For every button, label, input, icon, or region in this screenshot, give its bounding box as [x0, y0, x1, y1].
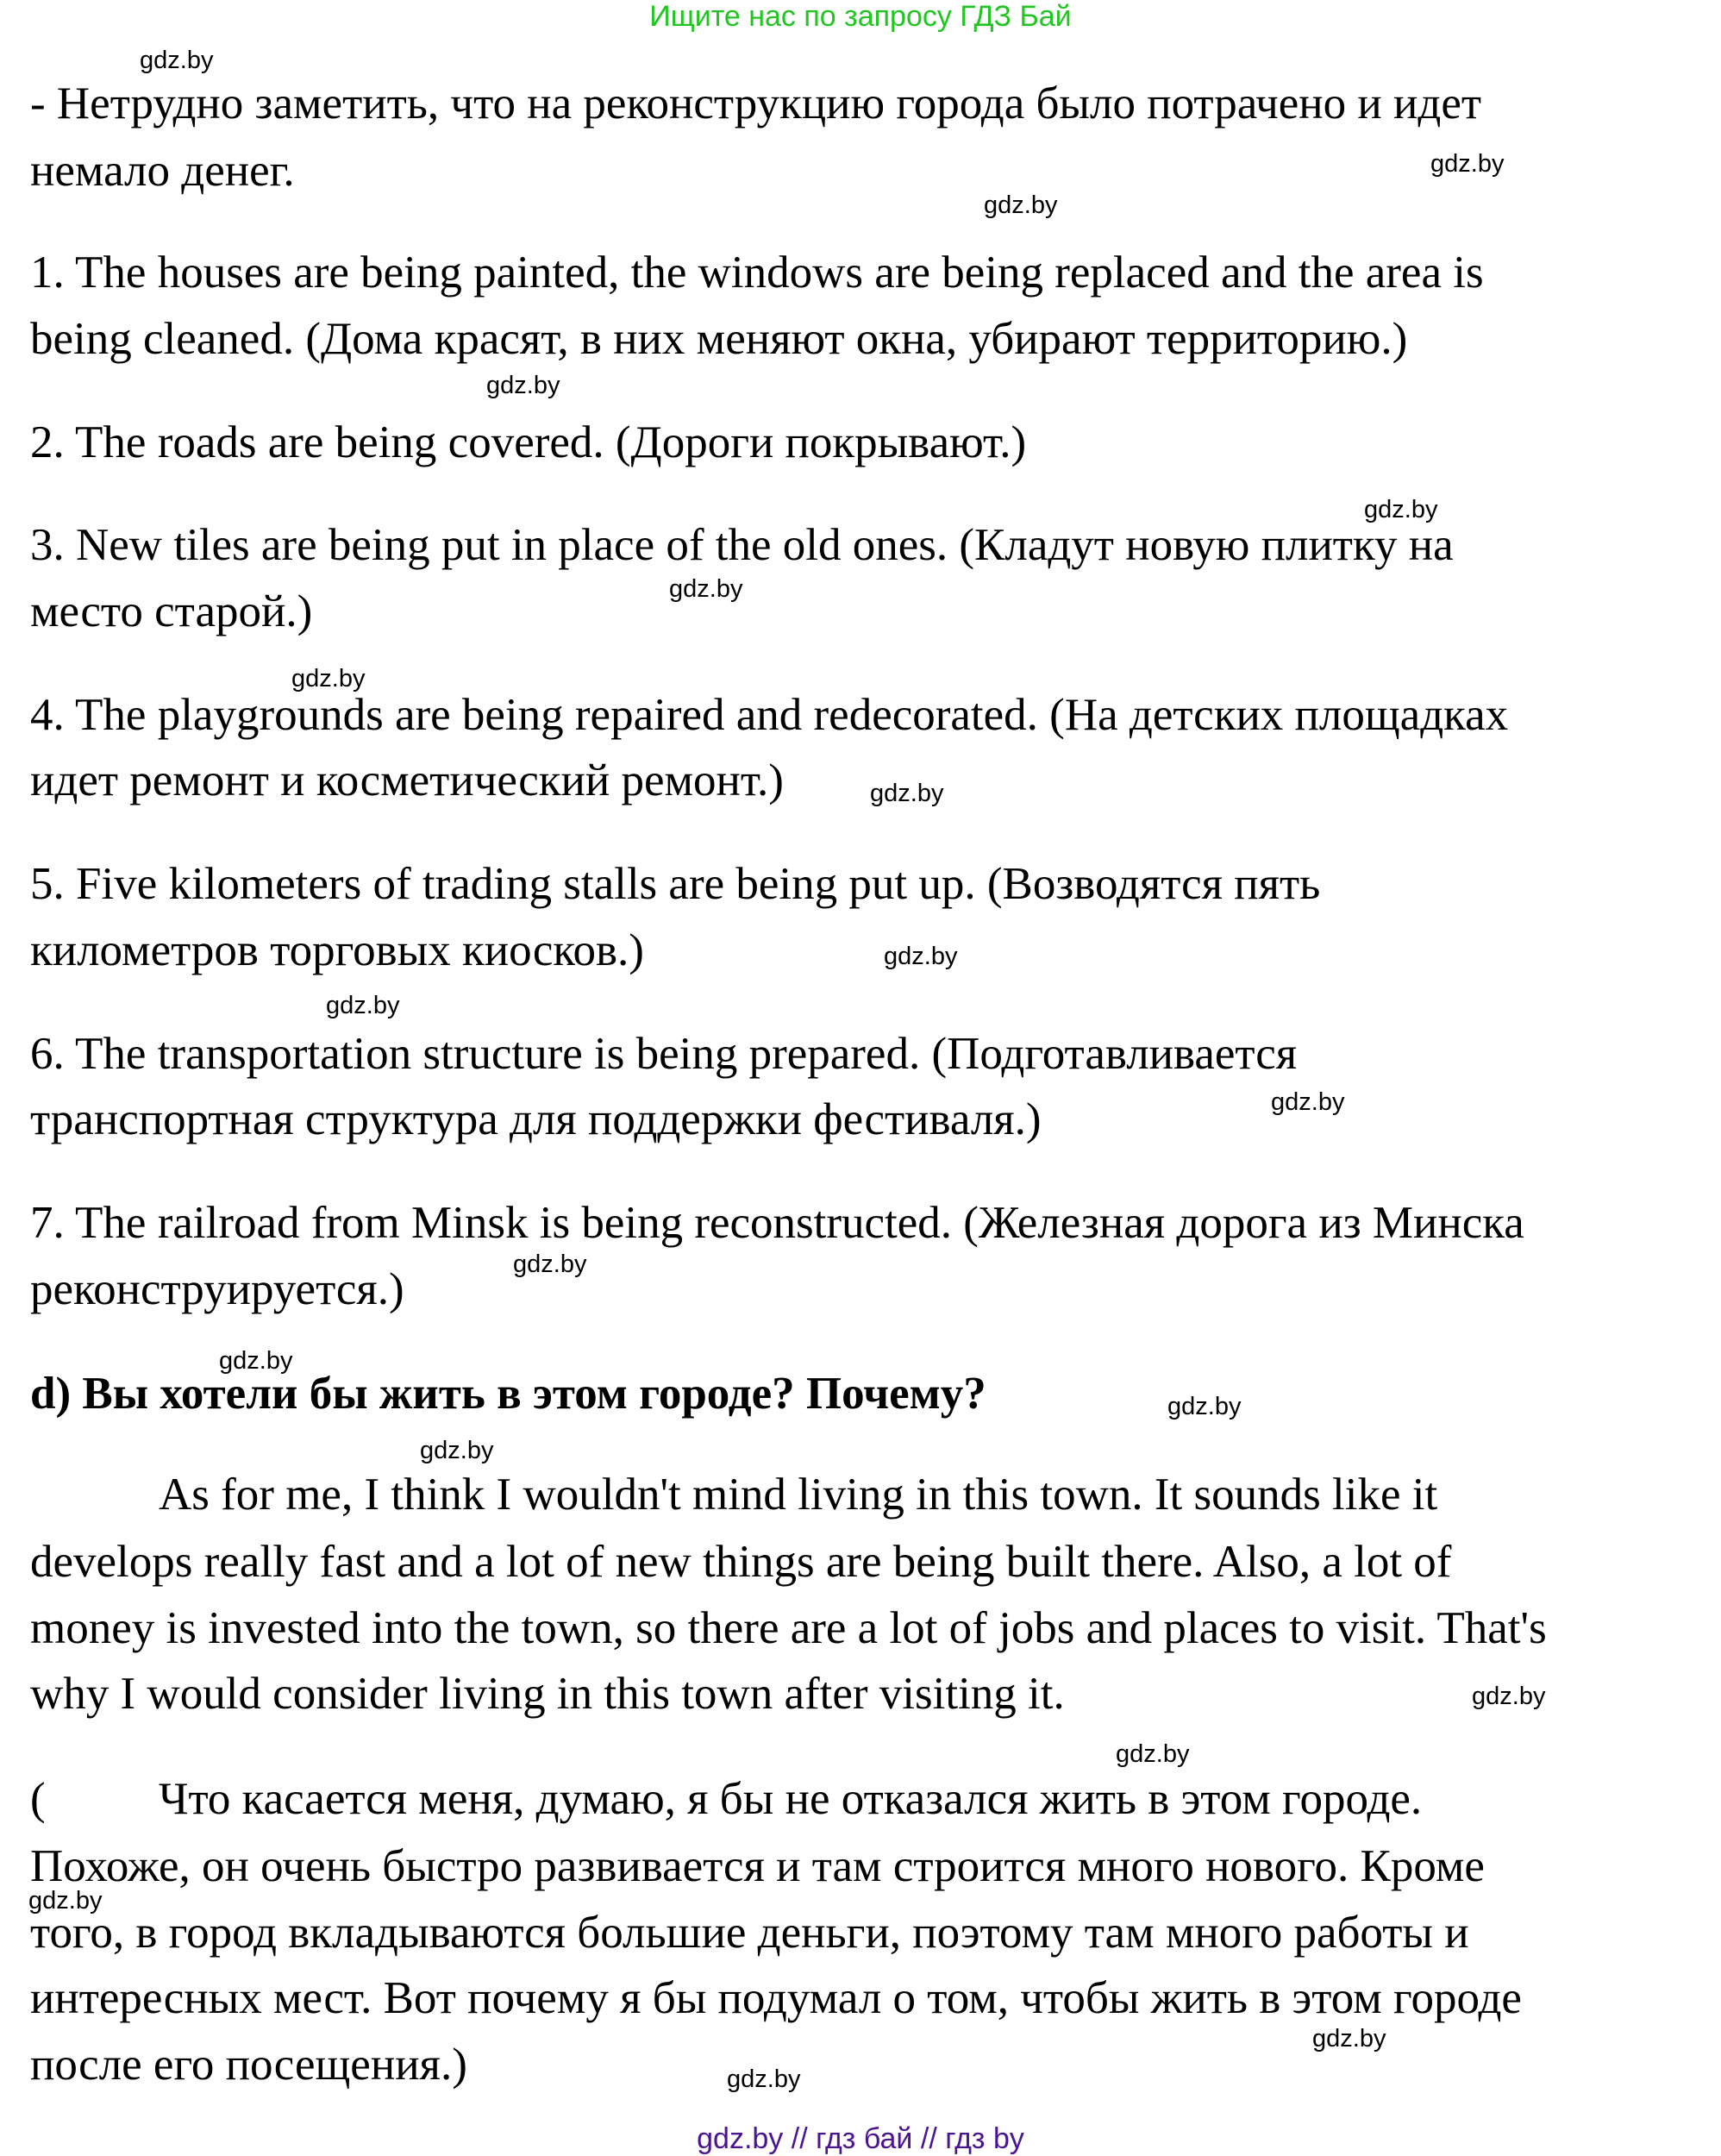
watermark: gdz.by [291, 665, 366, 693]
answer-ru-line: того, в город вкладываются большие деньги, поэтому там много работы и [30, 1908, 1469, 1958]
watermark: gdz.by [420, 1437, 494, 1464]
watermark: gdz.by [884, 943, 958, 970]
watermark: gdz.by [1271, 1088, 1345, 1116]
list-item-6-cont: транспортная структура для поддержки фестиваля.) [30, 1094, 1042, 1144]
list-item-3-cont: место старой.) [30, 586, 313, 636]
watermark: gdz.by [1167, 1393, 1242, 1420]
list-item-5-cont: километров торговых киосков.) [30, 925, 644, 975]
answer-ru-line: интересных мест. Вот почему я бы подумал о том, чтобы жить в этом городе [30, 1973, 1522, 2023]
watermark: gdz.by [669, 575, 743, 603]
list-item-6: 6. The transportation structure is being prepared. (Подготавливается [30, 1029, 1298, 1079]
watermark: gdz.by [1430, 150, 1505, 178]
watermark: gdz.by [140, 47, 214, 74]
answer-en-line: money is invested into the town, so there are a lot of jobs and places to visit. That's [30, 1603, 1547, 1653]
list-item-7-cont: реконструируется.) [30, 1264, 404, 1314]
intro-line: - Нетрудно заметить, что на реконструкцию города было потрачено и идет [30, 78, 1482, 128]
watermark: gdz.by [984, 191, 1058, 219]
watermark: gdz.by [1472, 1683, 1546, 1710]
list-item-1: 1. The houses are being painted, the windows are being replaced and the area is [30, 248, 1484, 298]
watermark: gdz.by [1312, 2025, 1386, 2053]
list-item-3: 3. New tiles are being put in place of the old ones. (Кладут новую плитку на [30, 520, 1454, 570]
answer-ru-line: Похоже, он очень быстро развивается и там строится много нового. Кроме [30, 1841, 1485, 1891]
watermark: gdz.by [727, 2065, 801, 2093]
answer-en-line: why I would consider living in this town after visiting it. [30, 1669, 1065, 1719]
list-item-4-cont: идет ремонт и косметический ремонт.) [30, 755, 784, 805]
list-item-1-cont: being cleaned. (Дома красят, в них меняют окна, убирают территорию.) [30, 314, 1408, 364]
open-paren: ( [30, 1774, 46, 1824]
list-item-7: 7. The railroad from Minsk is being reconstructed. (Железная дорога из Минска [30, 1198, 1524, 1248]
list-item-5: 5. Five kilometers of trading stalls are being put up. (Возводятся пять [30, 859, 1321, 909]
answer-ru-line: после его посещения.) [30, 2040, 467, 2090]
question-heading: d) Вы хотели бы жить в этом городе? Почему? [30, 1369, 986, 1419]
watermark: gdz.by [513, 1250, 587, 1278]
answer-en-line: develops really fast and a lot of new things are being built there. Also, a lot of [30, 1537, 1452, 1587]
answer-ru-line [30, 1765, 1422, 1833]
watermark: gdz.by [870, 780, 944, 807]
watermark: gdz.by [486, 372, 560, 399]
footer-links: gdz.by // гдз бай // гдз by [697, 2122, 1024, 2155]
answer-en-text: As for me, I think I wouldn't mind living in this town. It sounds like it [159, 1470, 1438, 1520]
watermark: gdz.by [28, 1887, 103, 1915]
watermark: gdz.by [1364, 496, 1438, 523]
watermark: gdz.by [326, 992, 400, 1019]
list-item-4: 4. The playgrounds are being repaired and redecorated. (На детских площадках [30, 690, 1509, 740]
header-banner: Ищите нас по запросу ГДЗ Бай [649, 0, 1072, 33]
answer-ru-text: Что касается меня, думаю, я бы не отказался жить в этом городе. [159, 1774, 1423, 1824]
list-item-2: 2. The roads are being covered. (Дороги покрывают.) [30, 417, 1027, 467]
intro-line: немало денег. [30, 146, 295, 196]
watermark: gdz.by [219, 1347, 293, 1375]
watermark: gdz.by [1116, 1740, 1190, 1768]
answer-en-line [30, 1461, 1437, 1528]
